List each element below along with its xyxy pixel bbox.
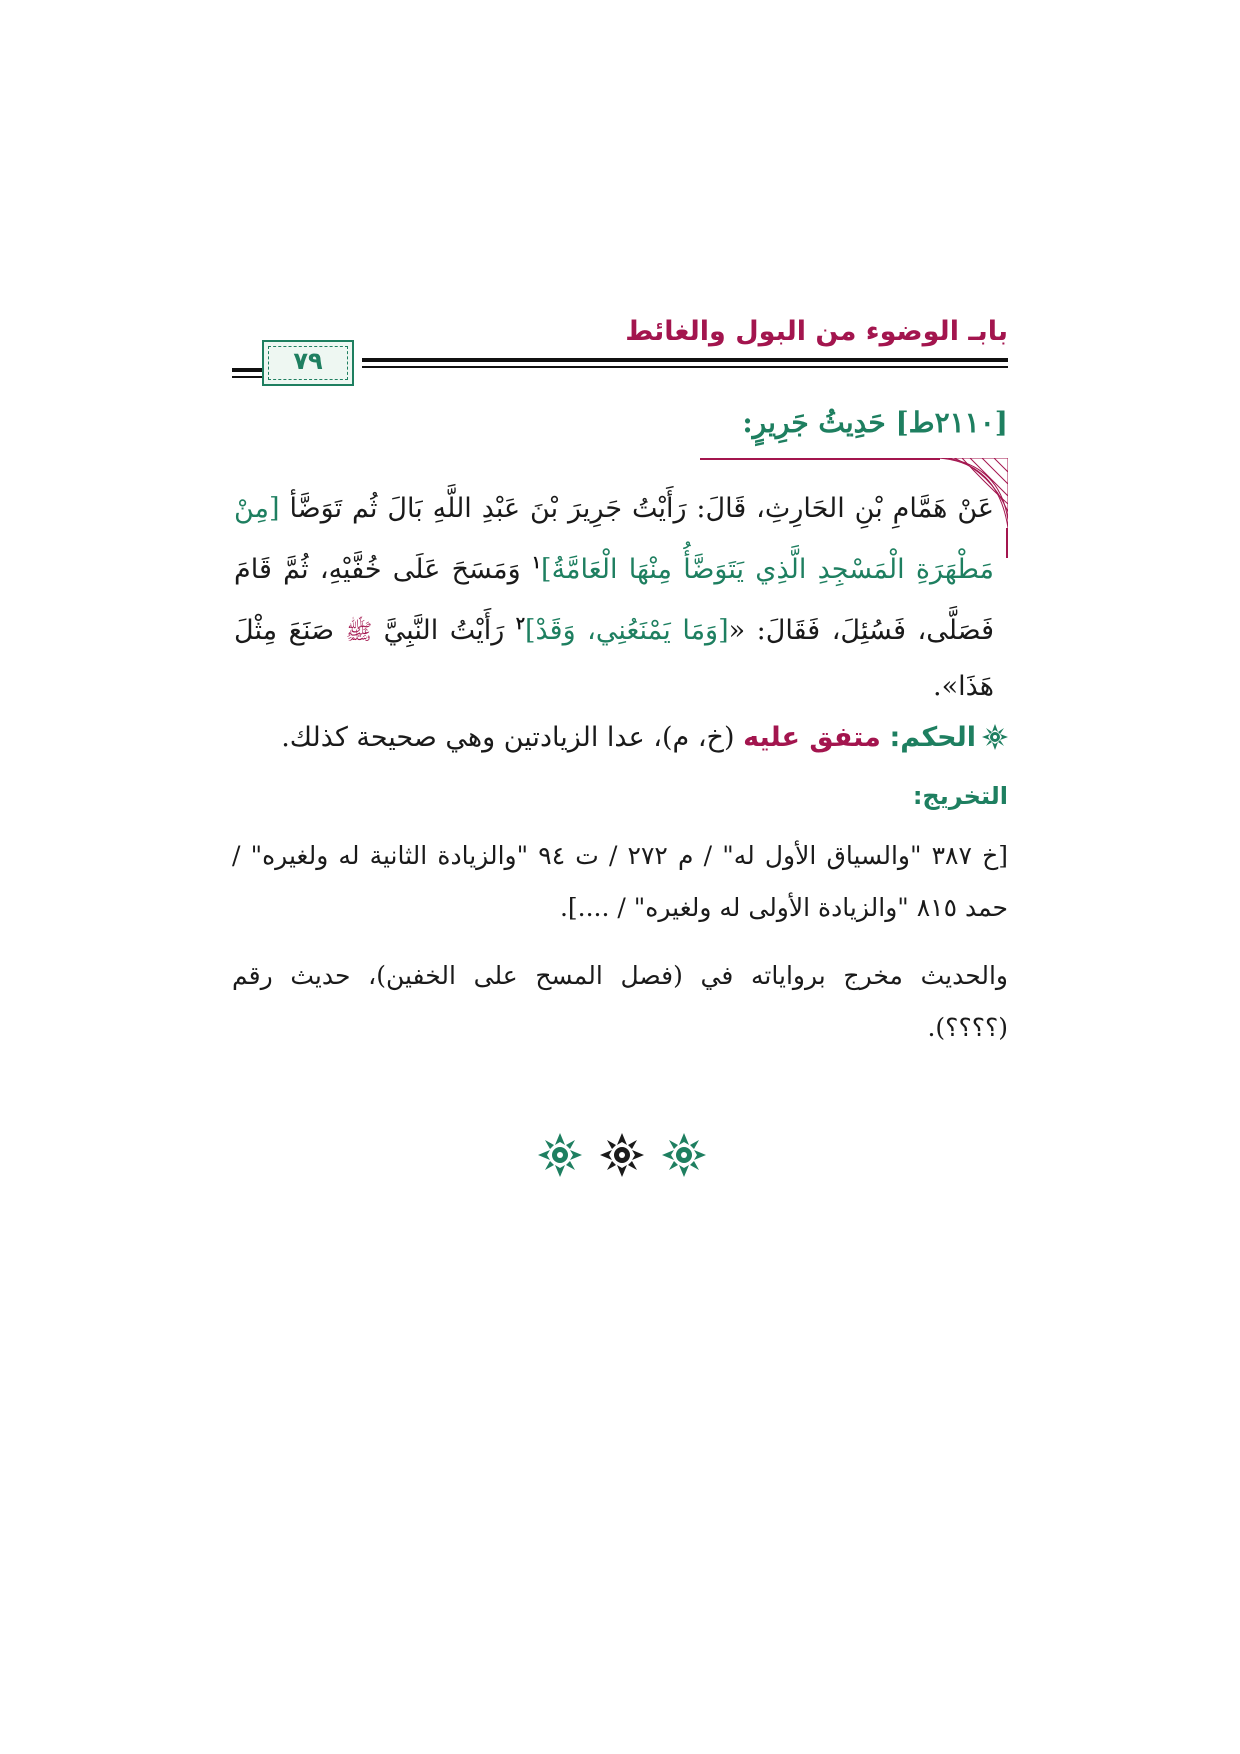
chapter-title: بابـ الوضوء من البول والغائط <box>625 316 1008 347</box>
hadith-addition-2: [وَمَا يَمْنَعُنِي، وَقَدْ] <box>524 615 729 646</box>
honorific-glyph: ﷺ <box>345 620 373 645</box>
hadith-part-2: وَمَسَحَ عَلَى خُفَّيْهِ، ثُمَّ قَامَ فَصَلَّى، فَسُئِلَ، فَقَالَ: « <box>234 554 994 646</box>
rosette-icon <box>600 1133 644 1177</box>
page-number: ٧٩ <box>293 347 323 375</box>
hadith-heading: [٢١١٠ط] حَدِيثُ جَرِيرٍ: <box>742 406 1008 439</box>
hadith-part-1: عَنْ هَمَّامِ بْنِ الحَارِثِ، قَالَ: رَأَيْتُ جَرِيرَ بْنَ عَبْدِ اللَّهِ بَالَ ثُم تَوَضَّأ <box>279 493 994 524</box>
hadith-text <box>234 482 994 714</box>
footnote-marker-2[interactable]: ٢ <box>515 614 525 634</box>
header-rule-left <box>232 368 262 372</box>
section-end-ornaments <box>534 1130 710 1180</box>
page-number-badge <box>262 340 354 386</box>
rosette-icon <box>982 724 1008 750</box>
header-rule-left-thin <box>232 376 262 378</box>
ruling-line <box>281 722 1008 753</box>
rosette-icon <box>662 1133 706 1177</box>
ruling-text: (خ، م)، عدا الزيادتين وهي صحيحة كذلك. <box>281 722 744 753</box>
takhrij-label: التخريج: <box>912 782 1008 810</box>
heading-side-line <box>1006 528 1008 558</box>
footnote-marker-1[interactable]: ١ <box>531 553 542 573</box>
hadith-part-4: صَنَعَ مِثْلَ هَذَا». <box>234 615 994 702</box>
heading-divider <box>700 458 940 460</box>
rosette-icon <box>538 1133 582 1177</box>
hadith-part-3: رَأَيْتُ النَّبِيَّ <box>372 615 516 646</box>
ruling-label: الحكم: <box>889 722 976 753</box>
header-rule-right-thin <box>362 366 1008 368</box>
takhrij-text: [خ ٣٨٧ "والسياق الأول له" / م ٢٧٢ / ت ٩٤ "والزيادة الثانية له ولغيره" / حمد ٨١٥ "والزيادة الأولى له ولغيره" / ....]. <box>232 841 1008 922</box>
ruling-verdict: متفق عليه <box>743 722 881 753</box>
header-rule-right <box>362 358 1008 362</box>
hadith-addition-1: [مِنْ مَطْهَرَةِ الْمَسْجِدِ الَّذِي يَتَوَضَّأُ مِنْهَا الْعَامَّةُ] <box>234 493 994 585</box>
note-text: والحديث مخرج برواياته في (فصل المسح على الخفين)، حديث رقم (؟؟؟؟). <box>232 961 1008 1042</box>
